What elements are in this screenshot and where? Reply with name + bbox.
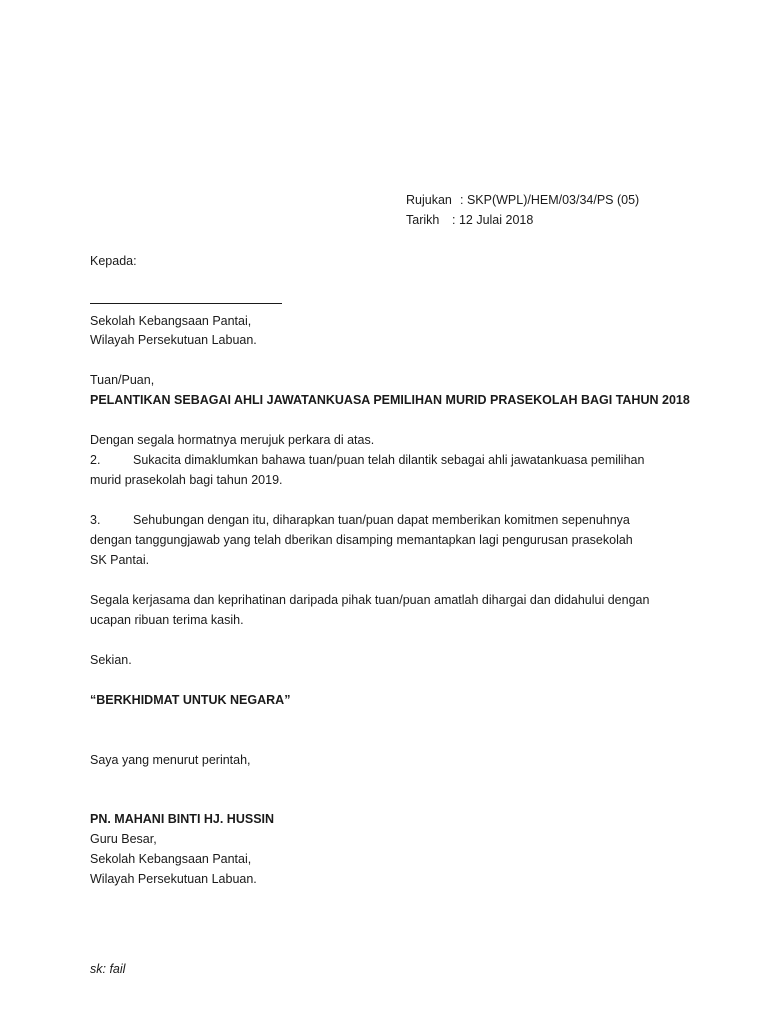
para2-line-2: murid prasekolah bagi tahun 2019. [90, 473, 283, 487]
para3-line-3: SK Pantai. [90, 553, 150, 567]
para2-line-1 [90, 450, 644, 470]
rujukan-value: : SKP(WPL)/HEM/03/34/PS (05) [460, 193, 640, 207]
closing-line-2: ucapan ribuan terima kasih. [90, 613, 244, 627]
para3-line-2: dengan tanggungjawab yang telah dberikan disamping memantapkan lagi pengurusan prasekolah [90, 533, 633, 547]
closing-line-1: Segala kerjasama dan keprihatinan daripada pihak tuan/puan amatlah dihargai dan didahului dengan [90, 593, 650, 607]
kepada-label: Kepada: [90, 254, 137, 268]
para2-number: 2. [90, 453, 101, 467]
sekian: Sekian. [90, 653, 132, 667]
recipient-blank-line [90, 303, 282, 304]
subject-heading: PELANTIKAN SEBAGAI AHLI JAWATANKUASA PEMILIHAN MURID PRASEKOLAH BAGI TAHUN 2018 [90, 393, 690, 407]
tarikh-value: : 12 Julai 2018 [452, 213, 534, 227]
reference-rujukan [406, 190, 639, 210]
cc-note: sk: fail [90, 962, 126, 976]
tarikh-label: Tarikh [406, 213, 440, 227]
signatory-location: Wilayah Persekutuan Labuan. [90, 872, 257, 886]
signatory-name: PN. MAHANI BINTI HJ. HUSSIN [90, 812, 275, 826]
signatory-school: Sekolah Kebangsaan Pantai, [90, 852, 252, 866]
para2-text-1: Sukacita dimaklumkan bahawa tuan/puan telah dilantik sebagai ahli jawatankuasa pemilihan [133, 453, 645, 467]
opening-line: Dengan segala hormatnya merujuk perkara di atas. [90, 433, 375, 447]
rujukan-label: Rujukan [406, 193, 452, 207]
recipient-line-1: Sekolah Kebangsaan Pantai, [90, 314, 252, 328]
salutation: Tuan/Puan, [90, 373, 155, 387]
para3-number: 3. [90, 513, 101, 527]
signatory-title: Guru Besar, [90, 832, 157, 846]
para3-line-1 [90, 510, 630, 530]
reference-tarikh [406, 210, 533, 230]
para3-text-1: Sehubungan dengan itu, diharapkan tuan/puan dapat memberikan komitmen sepenuhnya [133, 513, 630, 527]
recipient-line-2: Wilayah Persekutuan Labuan. [90, 333, 257, 347]
perintah-line: Saya yang menurut perintah, [90, 753, 251, 767]
motto: “BERKHIDMAT UNTUK NEGARA” [90, 693, 291, 707]
